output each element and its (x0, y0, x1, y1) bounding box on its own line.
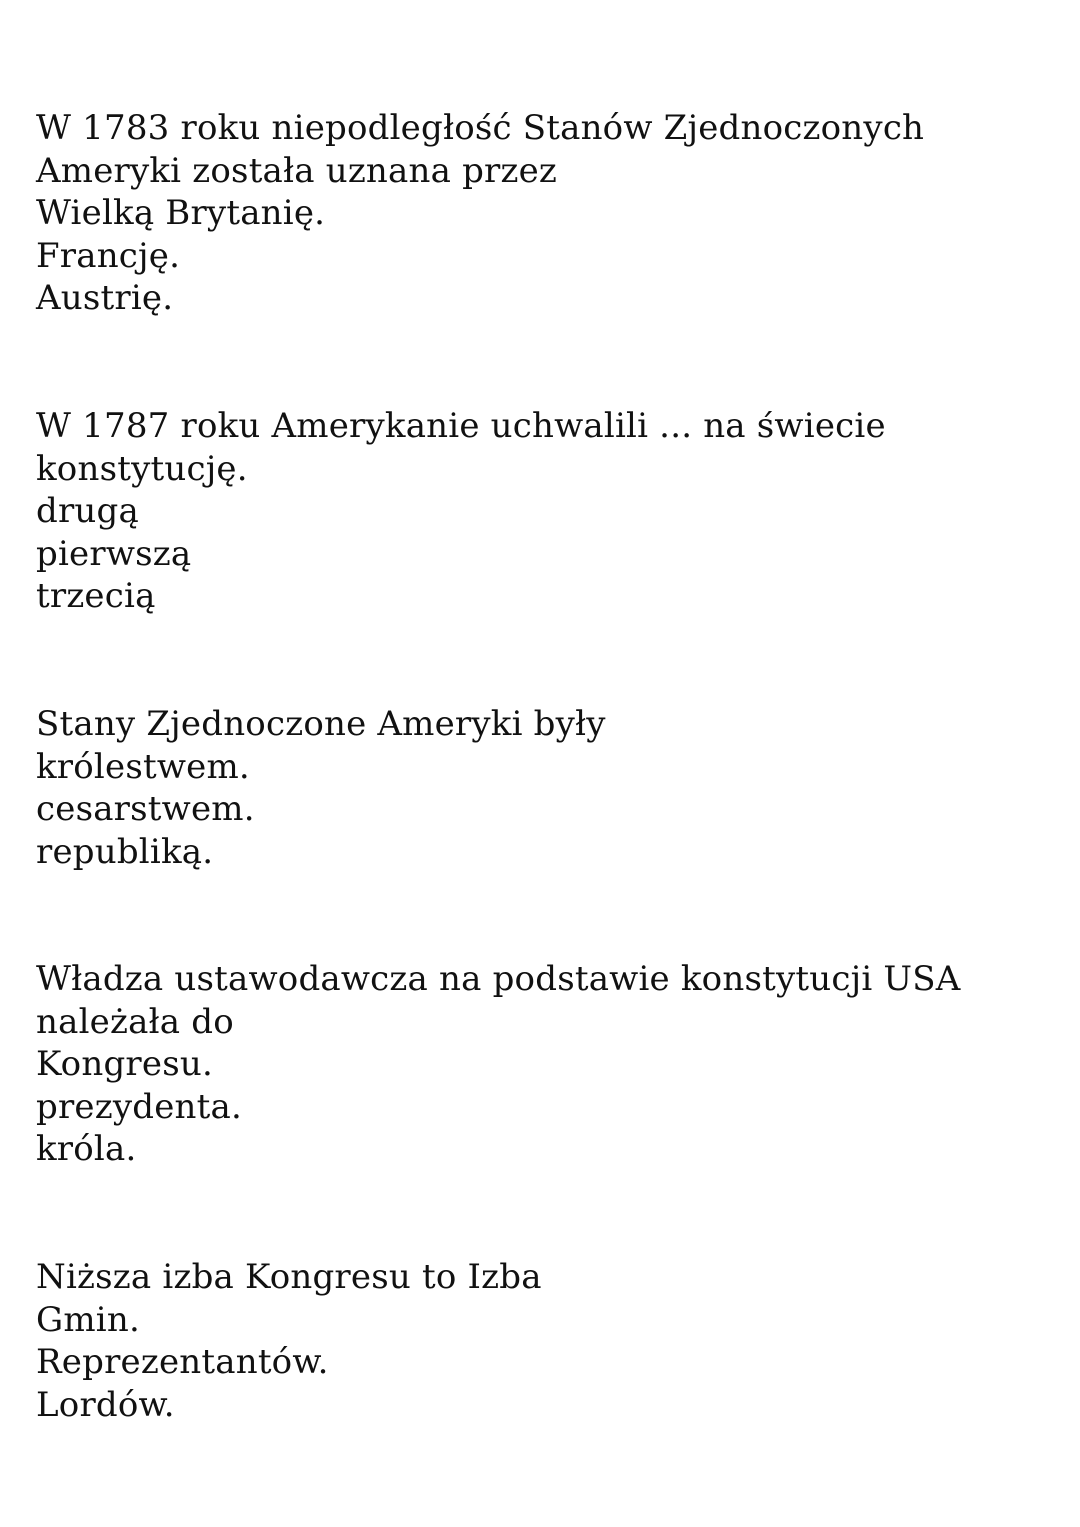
answer-option[interactable]: Wielką Brytanię. (36, 193, 326, 233)
question-3 (36, 703, 1056, 873)
answer-option[interactable]: drugą (36, 491, 139, 531)
answer-option[interactable]: Austrię. (36, 278, 174, 318)
question-stem-line: Niższa izba Kongresu to Izba (36, 1257, 542, 1297)
answer-option[interactable]: Lordów. (36, 1384, 175, 1425)
answer-option[interactable]: Reprezentantów. (36, 1342, 329, 1382)
question-stem-line: Władza ustawodawcza na podstawie konstytucji USA (36, 959, 961, 999)
question-5 (36, 1256, 1056, 1426)
answer-option[interactable]: cesarstwem. (36, 789, 255, 829)
answer-option[interactable]: Gmin. (36, 1299, 140, 1340)
question-1 (36, 107, 1056, 320)
answer-option[interactable]: republiką. (36, 831, 214, 872)
answer-option[interactable]: Kongresu. (36, 1044, 213, 1084)
answer-option[interactable]: królestwem. (36, 746, 250, 787)
question-4 (36, 958, 1056, 1171)
question-stem-line: Stany Zjednoczone Ameryki były (36, 704, 606, 744)
answer-option[interactable]: Francję. (36, 235, 181, 276)
question-stem-line: W 1787 roku Amerykanie uchwalili ... na świecie (36, 406, 886, 446)
answer-option[interactable]: pierwszą (36, 533, 192, 574)
question-stem-line: Ameryki została uznana przez (36, 150, 558, 191)
answer-option[interactable]: trzecią (36, 576, 156, 616)
question-2 (36, 405, 1056, 618)
question-stem-line: konstytucję. (36, 448, 248, 489)
answer-option[interactable]: prezydenta. (36, 1086, 242, 1127)
question-stem-line: należała do (36, 1001, 234, 1042)
answer-option[interactable]: króla. (36, 1129, 137, 1169)
question-stem-line: W 1783 roku niepodległość Stanów Zjednoczonych (36, 108, 925, 148)
